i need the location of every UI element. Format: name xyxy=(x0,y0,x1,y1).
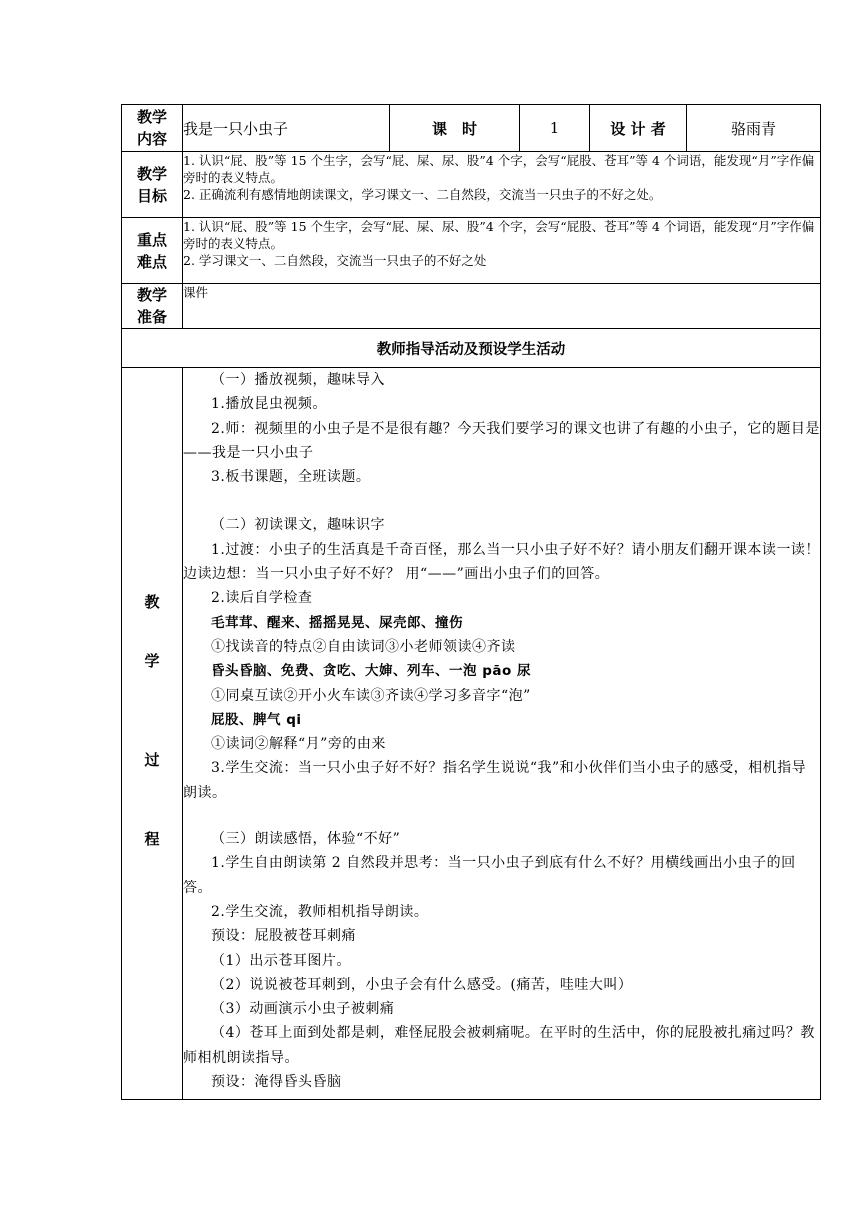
section-1-item-1: 1.播放昆虫视频。 xyxy=(211,396,327,413)
section-2-item-3: 3.学生交流：当一只小虫子好不好？指名学生说说“我”和小伙伴们当小虫子的感受，相机指导朗读。 xyxy=(183,760,807,801)
word-group-1: 毛茸茸、醒来、摇摇晃晃、屎壳郎、撞伤 xyxy=(211,614,463,631)
designer-label: 设 计 者 xyxy=(590,105,687,152)
spacer xyxy=(183,805,820,827)
header-row xyxy=(122,105,821,152)
content-value: 我是一只小虫子 xyxy=(183,105,390,152)
prep-content: 课件 xyxy=(183,284,821,329)
goal-item-2: 2. 正确流利有感情地朗读课文，学习课文一、二自然段，交流当一只虫子的不好之处。 xyxy=(183,187,662,202)
process-char-2: 学 xyxy=(144,652,160,670)
word-group-2: 昏头昏脑、免费、贪吃、大婶、列车、一泡 pāo 尿 xyxy=(211,663,531,680)
goals-row xyxy=(122,152,821,218)
word-group-3: 屁股、脾气 qi xyxy=(211,711,302,728)
process-label xyxy=(122,368,183,1100)
prep-label: 教学 准备 xyxy=(122,284,183,329)
section-2-item-2: 2.读后自学检查 xyxy=(211,590,313,607)
goals-content xyxy=(183,152,821,218)
process-char-1: 教 xyxy=(144,593,160,611)
section-1-item-3: 3.板书课题，全班读题。 xyxy=(211,469,371,486)
prep-row xyxy=(122,284,821,329)
section-title: 教师指导活动及预设学生活动 xyxy=(122,329,821,368)
word-steps-1: ①找读音的特点②自由读词③小老师领读④齐读 xyxy=(211,638,516,655)
section-3-item-1: 1.学生自由朗读第 2 自然段并思考：当一只小虫子到底有什么不好？用横线画出小虫子的回答。 xyxy=(183,855,796,896)
preset-1-step-d: （4）苍耳上面到处都是刺，难怪屁股会被刺痛呢。在平时的生活中，你的屁股被扎痛过吗？教师相机朗读指导。 xyxy=(183,1025,815,1066)
section-3-title: （三）朗读感悟，体验“不好” xyxy=(211,831,401,848)
preset-1-step-c: （3）动画演示小虫子被刺痛 xyxy=(211,1001,395,1018)
keypoints-row xyxy=(122,218,821,284)
keypoints-label: 重点 难点 xyxy=(122,218,183,284)
process-char-4: 程 xyxy=(144,830,160,848)
section-2-item-1: 1.过渡：小虫子的生活真是千奇百怪，那么当一只小虫子好不好？请小朋友们翻开课本读一读！边读边想：当一只小虫子好不好？ 用“——”画出小虫子们的回答。 xyxy=(183,541,820,583)
process-content xyxy=(183,368,821,1100)
word-steps-3: ①读词②解释“月”旁的由来 xyxy=(211,736,386,753)
goal-item-1: 1. 认识“屁、股”等 15 个生字，会写“屁、屎、尿、股”4 个字，会写“屁股、苍耳”等 4 个词语，能发现“月”字作偏旁时的表义特点。 xyxy=(183,153,815,185)
process-row xyxy=(122,368,821,1100)
keypoint-item-2: 2. 学习课文一、二自然段，交流当一只虫子的不好之处 xyxy=(183,253,487,268)
section-3-item-2: 2.学生交流，教师相机指导朗读。 xyxy=(211,903,429,920)
lesson-plan-table xyxy=(121,104,821,1100)
section-2-title: （二）初读课文，趣味识字 xyxy=(211,517,385,534)
period-value: 1 xyxy=(520,105,590,152)
section-1-item-2: 2.师：视频里的小虫子是不是很有趣？今天我们要学习的课文也讲了有趣的小虫子，它的题目是——我是一只小虫子 xyxy=(183,420,820,461)
goals-label: 教学 目标 xyxy=(122,152,183,218)
process-char-3: 过 xyxy=(144,751,160,769)
preset-1-step-b: （2）说说被苍耳刺到，小虫子会有什么感受。(痛苦，哇哇大叫） xyxy=(211,976,633,993)
preset-1: 预设：屁股被苍耳刺痛 xyxy=(211,928,356,945)
content-label: 教学 内容 xyxy=(122,105,183,152)
keypoint-item-1: 1. 认识“屁、股”等 15 个生字，会写“屁、屎、尿、股”4 个字，会写“屁股、苍耳”等 4 个词语，能发现“月”字作偏旁时的表义特点。 xyxy=(183,219,815,251)
spacer xyxy=(183,489,820,513)
designer-value: 骆雨青 xyxy=(687,105,821,152)
section-title-row xyxy=(122,329,821,368)
preset-1-step-a: （1）出示苍耳图片。 xyxy=(211,952,351,969)
section-1-title: （一）播放视频，趣味导入 xyxy=(211,372,385,388)
preset-2: 预设：淹得昏头昏脑 xyxy=(211,1074,342,1091)
word-steps-2: ①同桌互读②开小火车读③齐读④学习多音字“泡” xyxy=(211,687,531,704)
keypoints-content xyxy=(183,218,821,284)
period-label: 课 时 xyxy=(390,105,520,152)
